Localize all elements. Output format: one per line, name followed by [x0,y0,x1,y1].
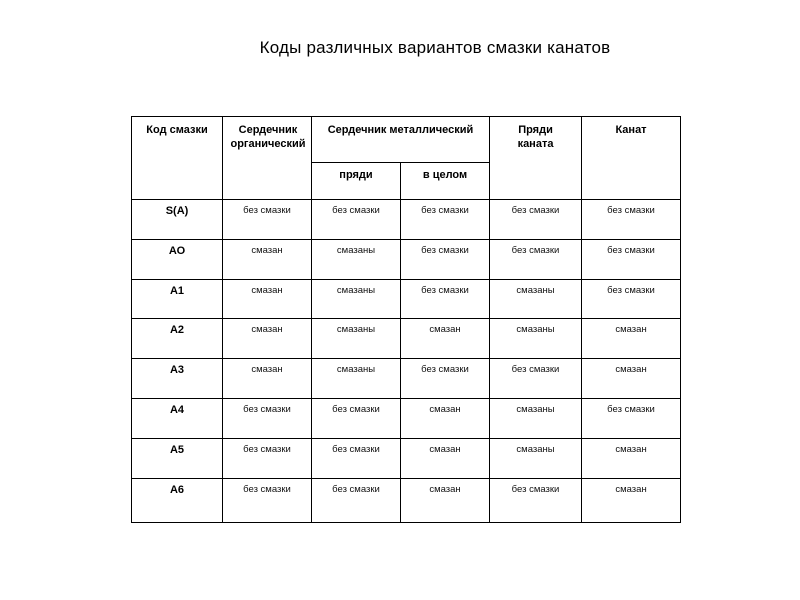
header-code: Код смазки [132,117,223,200]
cell-value: смазаны [312,319,401,359]
cell-value: без смазки [312,479,401,523]
cell-value: без смазки [312,200,401,240]
row-code: А2 [132,319,223,359]
cell-value: смазаны [312,359,401,399]
row-code: А3 [132,359,223,399]
cell-value: смазан [223,319,312,359]
row-code: S(A) [132,200,223,240]
row-code: А1 [132,280,223,319]
cell-value: без смазки [582,200,681,240]
row-code: АО [132,240,223,280]
cell-value: без смазки [223,200,312,240]
cell-value: без смазки [401,280,490,319]
cell-value: смазаны [490,319,582,359]
cell-value: без смазки [223,399,312,439]
cell-value: без смазки [490,200,582,240]
header-rope: Канат [582,117,681,200]
table-row [132,479,681,523]
row-code: А6 [132,479,223,523]
cell-value: без смазки [490,240,582,280]
cell-value: без смазки [490,479,582,523]
table-row [132,359,681,399]
cell-value: смазаны [312,240,401,280]
header-core-metal: Сердечник металлический [312,117,490,163]
table-row [132,280,681,319]
cell-value: смазан [223,359,312,399]
cell-value: смазаны [490,280,582,319]
cell-value: без смазки [582,399,681,439]
cell-value: без смазки [401,359,490,399]
cell-value: без смазки [223,439,312,479]
cell-value: без смазки [582,280,681,319]
cell-value: смазаны [312,280,401,319]
cell-value: смазаны [490,399,582,439]
table-row [132,399,681,439]
cell-value: смазан [223,240,312,280]
header-rope-strands: Пряди каната [490,117,582,200]
table-row [132,319,681,359]
cell-value: без смазки [223,479,312,523]
cell-value: без смазки [401,240,490,280]
cell-value: смазан [401,439,490,479]
cell-value: без смазки [312,399,401,439]
cell-value: смазан [401,399,490,439]
row-code: А4 [132,399,223,439]
header-core-metal-whole: в целом [401,163,490,200]
table-row [132,439,681,479]
header-core-metal-strands: пряди [312,163,401,200]
cell-value: без смазки [312,439,401,479]
cell-value: смазан [582,359,681,399]
cell-value: без смазки [401,200,490,240]
lubrication-codes-table [131,116,681,523]
cell-value: смазан [582,439,681,479]
header-core-organic: Сердечник органический [223,117,312,200]
cell-value: без смазки [490,359,582,399]
cell-value: смазан [401,319,490,359]
cell-value: без смазки [582,240,681,280]
cell-value: смазаны [490,439,582,479]
cell-value: смазан [223,280,312,319]
page-title: Коды различных вариантов смазки канатов [259,38,611,57]
table-row [132,240,681,280]
cell-value: смазан [582,479,681,523]
table-row [132,200,681,240]
cell-value: смазан [401,479,490,523]
row-code: А5 [132,439,223,479]
cell-value: смазан [582,319,681,359]
